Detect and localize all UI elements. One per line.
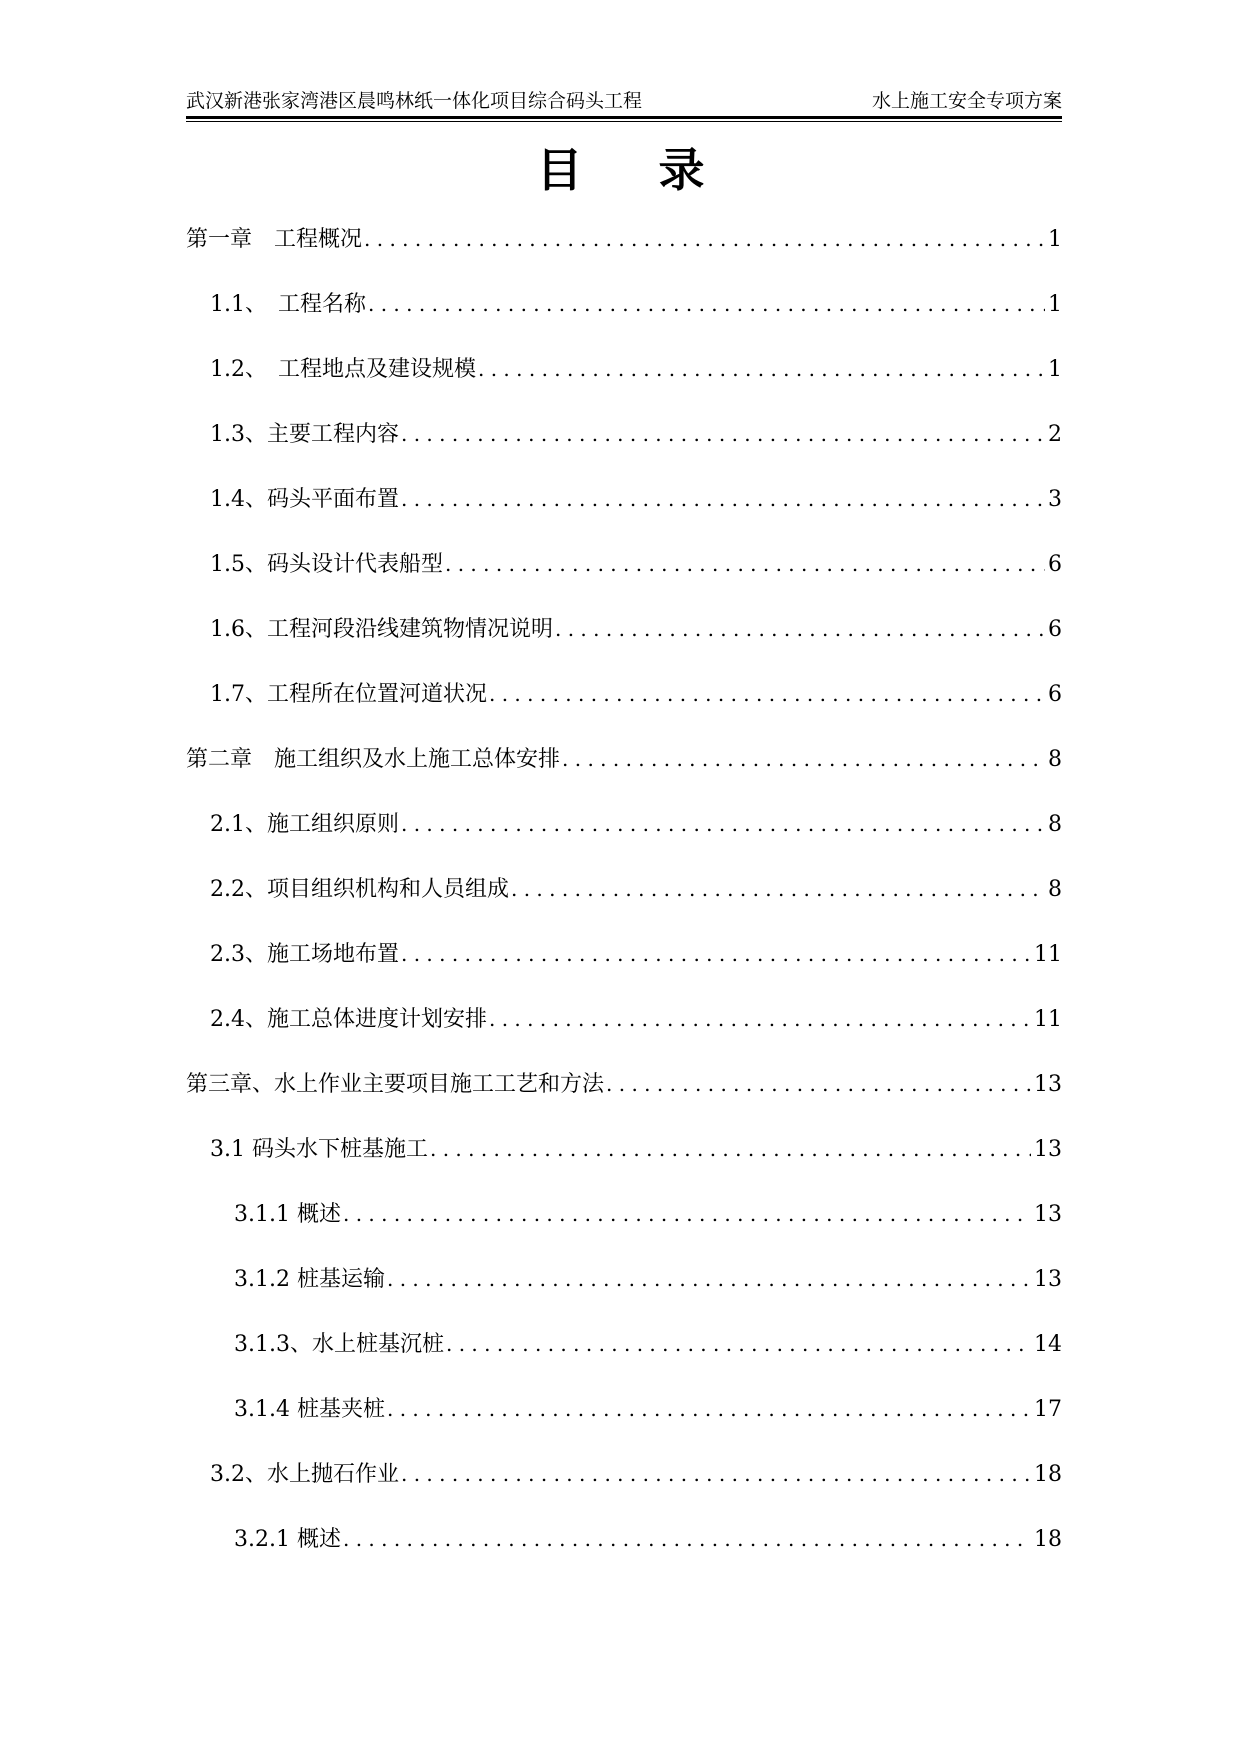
toc-entry-label: 3.1.4 桩基夹桩 — [234, 1397, 385, 1422]
toc-dot-leader — [446, 1319, 1031, 1369]
toc-entry-label: 2.2、项目组织机构和人员组成 — [210, 877, 509, 902]
toc-entry[interactable] — [186, 1514, 1062, 1579]
toc-entry[interactable] — [186, 1384, 1062, 1449]
toc-dot-leader — [401, 409, 1045, 459]
title-char-2: 录 — [658, 143, 705, 197]
page-header — [186, 86, 1062, 116]
toc-dot-leader — [478, 344, 1045, 394]
toc-entry[interactable] — [186, 1124, 1062, 1189]
toc-entry[interactable] — [186, 1254, 1062, 1319]
toc-entry-label: 第二章 施工组织及水上施工总体安排 — [186, 747, 561, 772]
toc-dot-leader — [343, 1189, 1031, 1239]
toc-dot-leader — [511, 864, 1045, 914]
toc-dot-leader — [562, 734, 1045, 784]
toc-dot-leader — [401, 929, 1031, 979]
toc-entry[interactable] — [186, 1189, 1062, 1254]
toc-entry-page-number: 17 — [1034, 1397, 1062, 1422]
page-title — [0, 138, 1241, 202]
toc-entry-label: 3.2.1 概述 — [234, 1527, 341, 1552]
toc-entry[interactable] — [186, 1449, 1062, 1514]
toc-entry[interactable] — [186, 994, 1062, 1059]
toc-entry-page-number: 6 — [1048, 552, 1062, 577]
toc-dot-leader — [364, 214, 1045, 264]
toc-dot-leader — [606, 1059, 1031, 1109]
toc-entry[interactable] — [186, 799, 1062, 864]
toc-dot-leader — [387, 1384, 1031, 1434]
toc-dot-leader — [430, 1124, 1031, 1174]
toc-entry-label: 第三章、水上作业主要项目施工工艺和方法 — [186, 1072, 605, 1097]
toc-entry-label: 1.6、工程河段沿线建筑物情况说明 — [210, 617, 553, 642]
toc-entry-label: 1.2、 工程地点及建设规模 — [210, 357, 476, 382]
toc-dot-leader — [555, 604, 1045, 654]
toc-entry-page-number: 11 — [1034, 942, 1062, 967]
toc-entry-page-number: 18 — [1034, 1462, 1062, 1487]
toc-entry[interactable] — [186, 279, 1062, 344]
toc-entry[interactable] — [186, 1319, 1062, 1384]
toc-entry-page-number: 18 — [1034, 1527, 1062, 1552]
toc-entry-page-number: 1 — [1048, 292, 1062, 317]
toc-entry-label: 3.2、水上抛石作业 — [210, 1462, 399, 1487]
toc-entry-page-number: 13 — [1034, 1202, 1062, 1227]
toc-entry[interactable] — [186, 929, 1062, 994]
toc-entry[interactable] — [186, 864, 1062, 929]
toc-dot-leader — [445, 539, 1045, 589]
toc-entry-page-number: 3 — [1048, 487, 1062, 512]
toc-entry-label: 2.4、施工总体进度计划安排 — [210, 1007, 487, 1032]
toc-entry-page-number: 6 — [1048, 682, 1062, 707]
toc-entry[interactable] — [186, 474, 1062, 539]
toc-entry[interactable] — [186, 344, 1062, 409]
toc-entry-page-number: 8 — [1048, 877, 1062, 902]
toc-entry-label: 1.3、主要工程内容 — [210, 422, 399, 447]
toc-dot-leader — [489, 994, 1031, 1044]
toc-entry-label: 3.1.3、水上桩基沉桩 — [234, 1332, 444, 1357]
toc-entry-page-number: 11 — [1034, 1007, 1062, 1032]
toc-dot-leader — [401, 1449, 1031, 1499]
toc-entry-label: 1.1、 工程名称 — [210, 292, 366, 317]
toc-dot-leader — [401, 474, 1045, 524]
toc-entry[interactable] — [186, 1059, 1062, 1124]
toc-entry-page-number: 2 — [1048, 422, 1062, 447]
toc-entry-page-number: 8 — [1048, 812, 1062, 837]
toc-entry-label: 3.1 码头水下桩基施工 — [210, 1137, 428, 1162]
toc-entry[interactable] — [186, 669, 1062, 734]
header-rule — [186, 116, 1062, 119]
toc-dot-leader — [401, 799, 1045, 849]
toc-entry-page-number: 13 — [1034, 1072, 1062, 1097]
toc-dot-leader — [387, 1254, 1031, 1304]
header-project-name: 武汉新港张家湾港区晨鸣林纸一体化项目综合码头工程 — [186, 90, 643, 112]
toc-entry[interactable] — [186, 604, 1062, 669]
toc-entry-label: 3.1.1 概述 — [234, 1202, 341, 1227]
toc-entry-page-number: 13 — [1034, 1137, 1062, 1162]
toc-entry-page-number: 1 — [1048, 227, 1062, 252]
toc-entry-page-number: 13 — [1034, 1267, 1062, 1292]
toc-entry-label: 3.1.2 桩基运输 — [234, 1267, 385, 1292]
toc-dot-leader — [343, 1514, 1031, 1564]
toc-entry-page-number: 8 — [1048, 747, 1062, 772]
toc-entry-page-number: 1 — [1048, 357, 1062, 382]
header-document-name: 水上施工安全专项方案 — [871, 90, 1062, 112]
toc-dot-leader — [489, 669, 1045, 719]
header-rule-thin — [186, 121, 1062, 122]
toc-dot-leader — [368, 279, 1045, 329]
toc-entry[interactable] — [186, 409, 1062, 474]
toc-entry-label: 1.4、码头平面布置 — [210, 487, 399, 512]
toc-entry-label: 第一章 工程概况 — [186, 227, 363, 252]
toc-entry-label: 1.7、工程所在位置河道状况 — [210, 682, 487, 707]
toc-entry[interactable] — [186, 734, 1062, 799]
table-of-contents — [186, 214, 1062, 1579]
toc-entry-label: 1.5、码头设计代表船型 — [210, 552, 443, 577]
toc-entry-page-number: 6 — [1048, 617, 1062, 642]
toc-entry-label: 2.3、施工场地布置 — [210, 942, 399, 967]
toc-entry[interactable] — [186, 214, 1062, 279]
title-char-1: 目 — [536, 143, 583, 197]
toc-entry-page-number: 14 — [1034, 1332, 1062, 1357]
toc-entry-label: 2.1、施工组织原则 — [210, 812, 399, 837]
toc-entry[interactable] — [186, 539, 1062, 604]
